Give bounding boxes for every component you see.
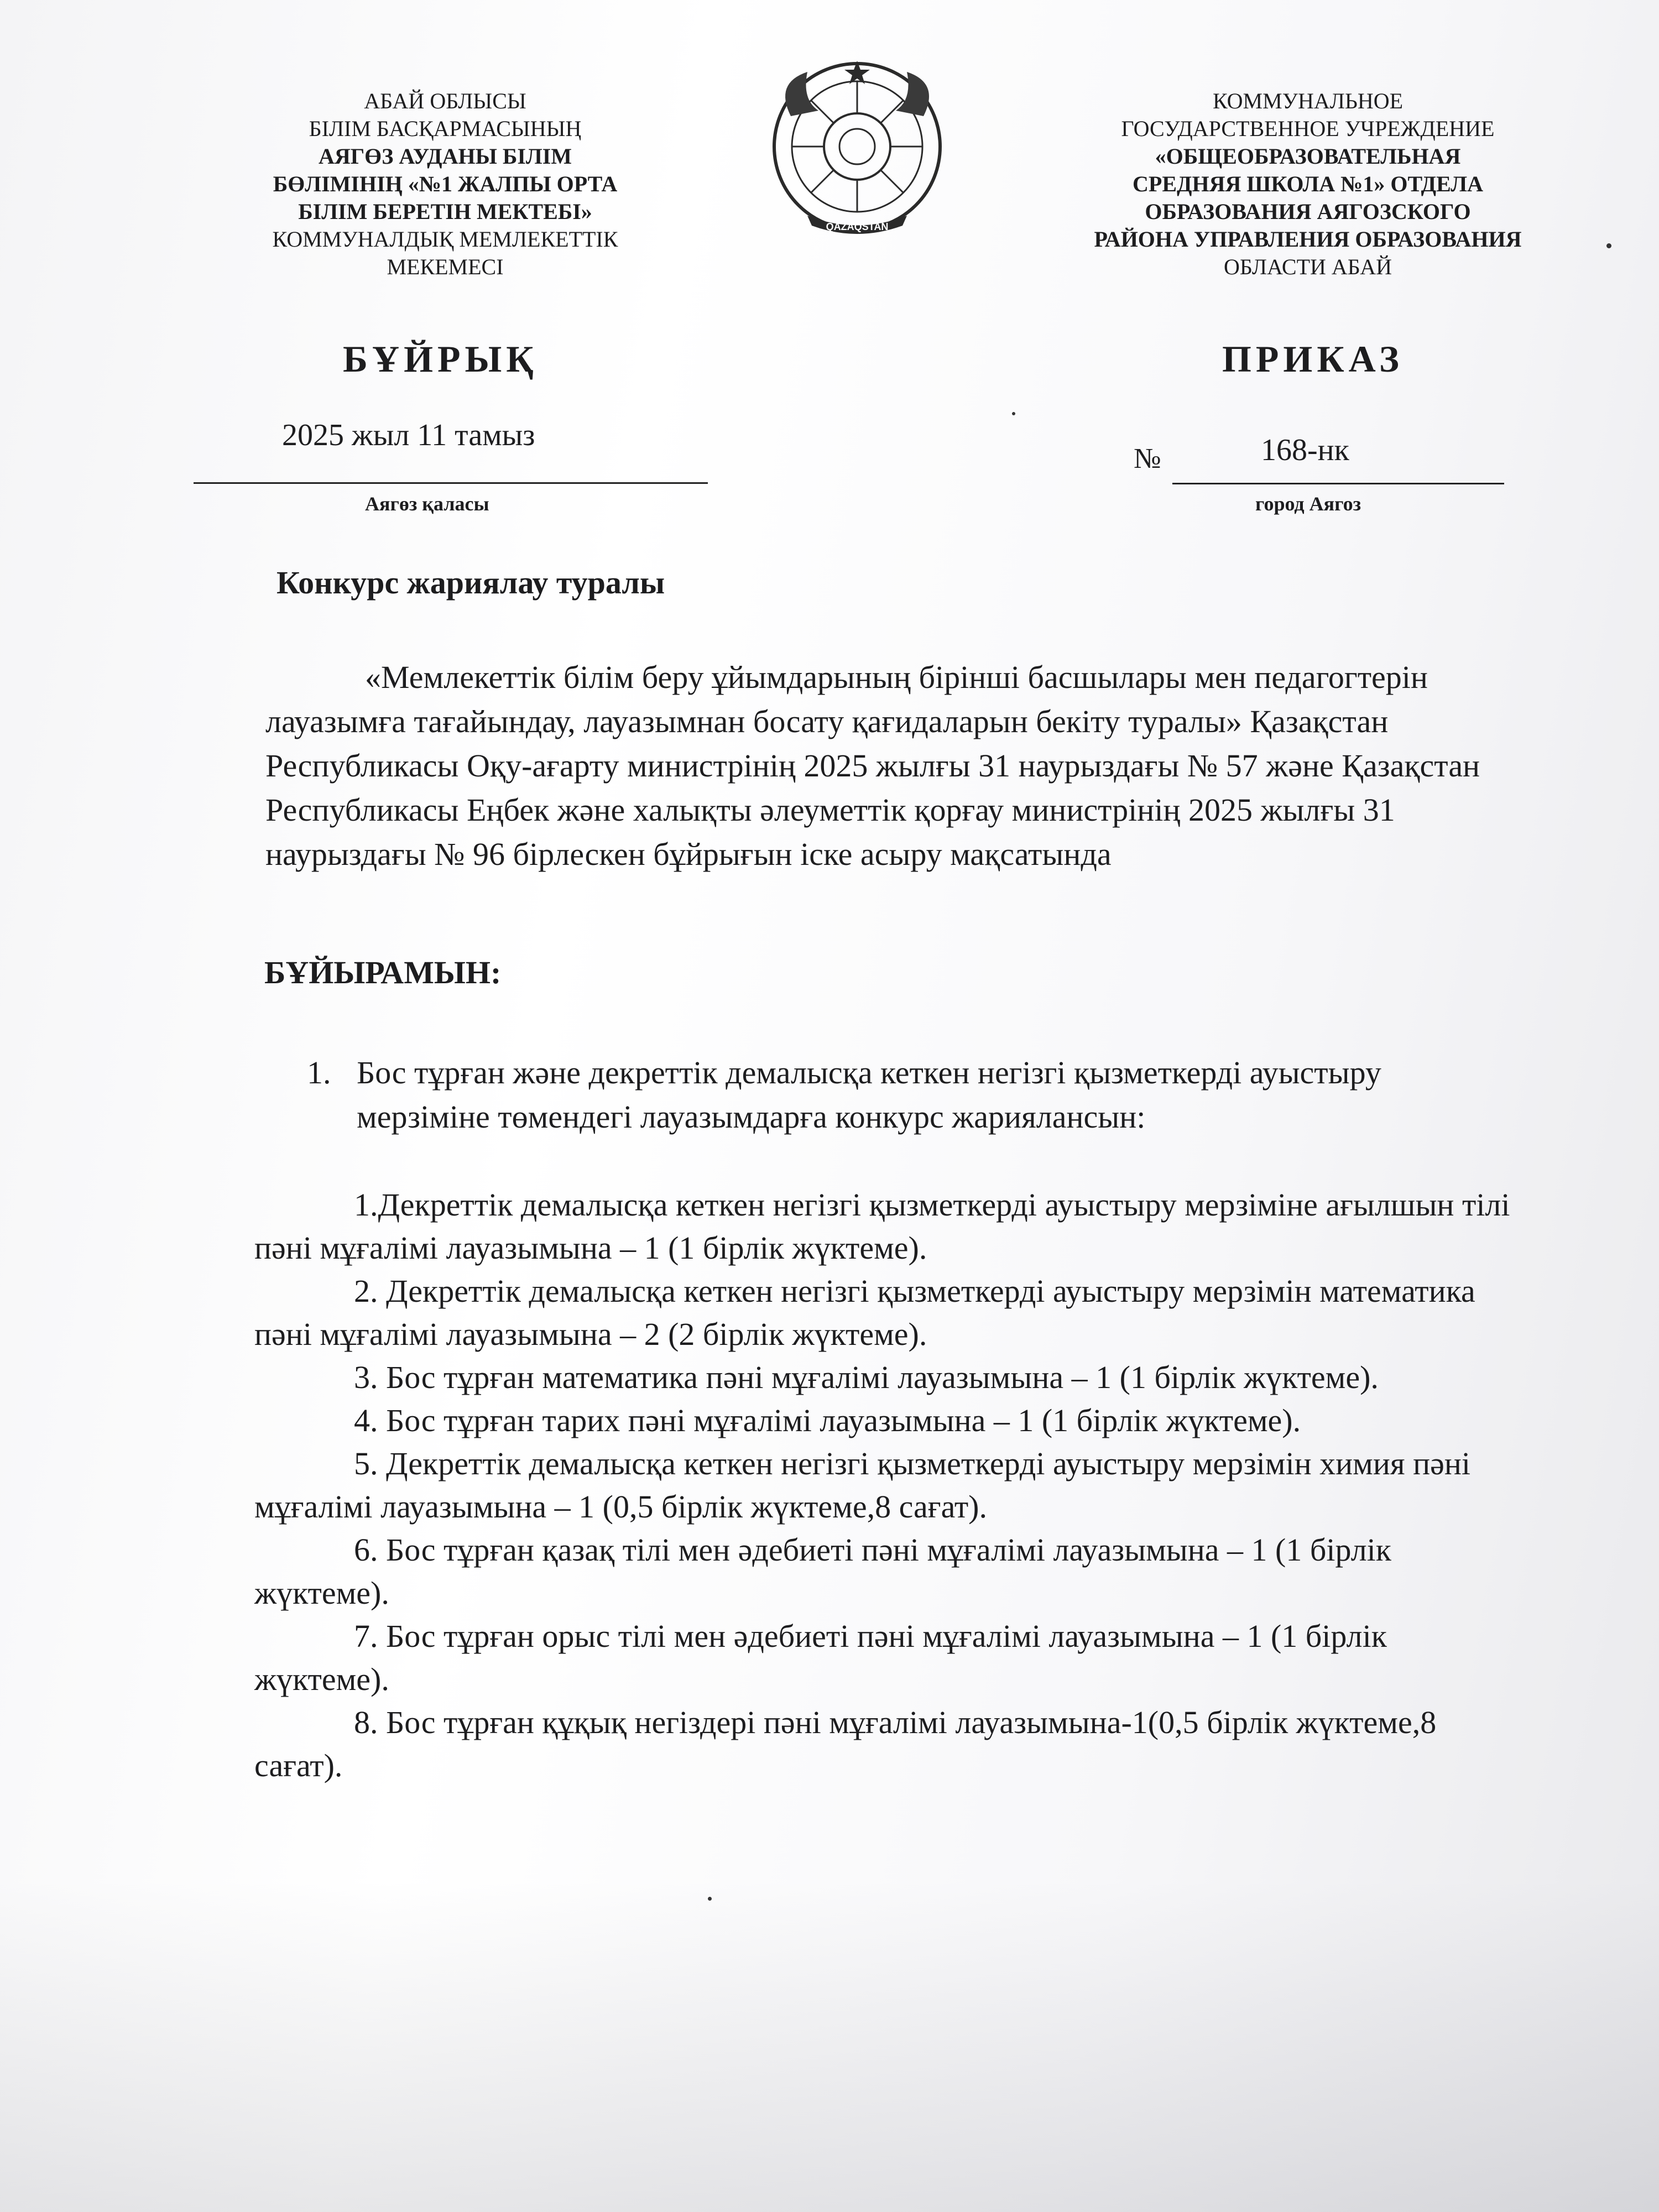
- header-right-russian: [1051, 87, 1565, 281]
- header-left-line: БӨЛІМІНІҢ «№1 ЖАЛПЫ ОРТА: [273, 171, 618, 196]
- header-left-line: БІЛІМ БЕРЕТІН МЕКТЕБІ»: [298, 199, 592, 224]
- header-left-line: БІЛІМ БАСҚАРМАСЫНЫҢ: [309, 116, 582, 141]
- header-right-line: РАЙОНА УПРАВЛЕНИЯ ОБРАЗОВАНИЯ: [1094, 227, 1522, 252]
- vacancy-item: 3. Бос тұрған математика пәні мұғалімі лауазымына – 1 (1 бірлік жүктеме).: [354, 1359, 1379, 1395]
- header-left-line: КОММУНАЛДЫҚ МЕМЛЕКЕТТІК: [272, 227, 618, 252]
- vacancy-item: 1.Декреттік демалысқа кеткен негізгі қызметкерді ауыстыру мерзіміне ағылшын тілі пәні мұғалімі лауазымына – 1 (1 бірлік жүктеме).: [254, 1187, 1510, 1266]
- place-kazakh: Аягөз қаласы: [365, 493, 489, 515]
- item-number: 1.: [307, 1055, 331, 1091]
- vacancy-item: 7. Бос тұрған орыс тілі мен әдебиеті пәні мұғалімі лауазымына – 1 (1 бірлік жүктеме).: [254, 1618, 1387, 1697]
- place-russian: город Аягоз: [1255, 493, 1361, 515]
- header-right-line: ОБРАЗОВАНИЯ АЯГОЗСКОГО: [1145, 199, 1471, 224]
- speck: [1012, 412, 1015, 415]
- vacancy-list: [254, 1183, 1526, 1787]
- header-left-kazakh: [182, 87, 708, 281]
- vacancy-item: 2. Декреттік демалысқа кеткен негізгі қызметкерді ауыстыру мерзімін математика пәні мұғалімі лауазымына – 2 (2 бірлік жүктеме).: [254, 1273, 1475, 1352]
- emblem-text: QAZAQSTAN: [826, 221, 889, 232]
- header-right-line: СРЕДНЯЯ ШКОЛА №1» ОТДЕЛА: [1133, 171, 1483, 196]
- header-left-line: МЕКЕМЕСІ: [387, 254, 504, 279]
- item-text: Бос тұрған және декреттік демалысқа кеткен негізгі қызметкерді ауыстыру мерзіміне төмендегі лауазымдарға конкурс жариялансын:: [357, 1055, 1381, 1135]
- order-title-kazakh: БҰЙРЫҚ: [343, 338, 538, 380]
- state-emblem-icon: [758, 50, 957, 249]
- order-number: 168-нк: [1261, 433, 1349, 467]
- order-directive: БҰЙЫРАМЫН:: [264, 954, 502, 990]
- vacancy-item: 6. Бос тұрған қазақ тілі мен әдебиеті пәні мұғалімі лауазымына – 1 (1 бірлік жүктеме).: [254, 1532, 1391, 1611]
- order-date: 2025 жыл 11 тамыз: [282, 418, 535, 452]
- vacancy-item: 5. Декреттік демалысқа кеткен негізгі қызметкерді ауыстыру мерзімін химия пәні мұғалімі лауазымына – 1 (0,5 бірлік жүктеме,8 сағат).: [254, 1446, 1471, 1525]
- header-right-line: КОММУНАЛЬНОЕ: [1212, 88, 1404, 113]
- header-left-line: АБАЙ ОБЛЫСЫ: [364, 88, 526, 113]
- header-right-line: ОБЛАСТИ АБАЙ: [1224, 254, 1392, 279]
- header-left-line: АЯГӨЗ АУДАНЫ БІЛІМ: [318, 144, 572, 169]
- order-title-russian: ПРИКАЗ: [1222, 338, 1404, 380]
- preamble-paragraph: «Мемлекеттік білім беру ұйымдарының бірінші басшылары мен педагогтерін лауазымға тағайындау, лауазымнан босату қағидаларын бекіту туралы» Қазақстан Республикасы Оқу-ағарту министрінің 2025 жылғы 31 наурыздағы № 57 және Қазақстан Республикасы Еңбек және халықты әлеуметтік қорғау министрінің 2025 жылғы 31 наурыздағы № 96 бірлескен бұйрығын іске асыру мақсатында: [265, 659, 1480, 872]
- speck: [1606, 243, 1611, 248]
- header-right-line: ГОСУДАРСТВЕННОЕ УЧРЕЖДЕНИЕ: [1121, 116, 1495, 141]
- number-sign: №: [1134, 443, 1161, 474]
- vacancy-item: 8. Бос тұрған құқық негіздері пәні мұғалімі лауазымына-1(0,5 бірлік жүктеме,8 сағат).: [254, 1704, 1437, 1783]
- header-right-line: «ОБЩЕОБРАЗОВАТЕЛЬНАЯ: [1155, 144, 1461, 169]
- speck: [708, 1897, 712, 1901]
- vacancy-item: 4. Бос тұрған тарих пәні мұғалімі лауазымына – 1 (1 бірлік жүктеме).: [354, 1402, 1301, 1438]
- page-shadow: [0, 1880, 1659, 2212]
- date-underline: [194, 482, 708, 484]
- number-underline: [1172, 483, 1504, 484]
- order-subject: Конкурс жариялау туралы: [276, 565, 665, 601]
